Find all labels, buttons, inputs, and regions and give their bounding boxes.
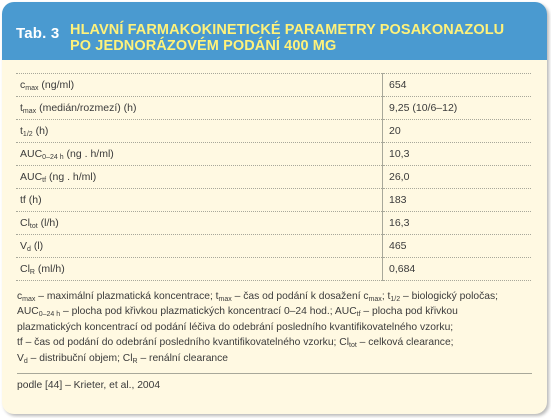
parameter-name: $V_d$ (l) (16, 235, 383, 258)
note-line-4: tf – čas od podání do odebrání posledního kvantifikovatelného vzorku; $Cl_{tot}$ – celková clearance; (17, 337, 454, 350)
parameter-name: $AUC_{tf}$ (ng . h/ml) (16, 166, 383, 189)
table-card (2, 2, 547, 414)
table-row (16, 166, 531, 189)
parameter-name: $t_{1/2}$ (h) (16, 120, 383, 143)
note-line-1: $c_{max}$ – maximální plazmatická koncentrace; $t_{max}$ – čas od podání k dosažení $c_{max}$; $t_{1/2}$ – biologický poločas; (17, 291, 499, 303)
parameter-value: 9,25 (10/6–12) (383, 97, 532, 120)
parameter-value: 16,3 (383, 212, 532, 235)
parameter-name: $AUC_{0-24 h}$ (ng . h/ml) (16, 143, 383, 166)
parameter-name: $Cl_R$ (ml/h) (16, 258, 383, 281)
parameter-value: 26,0 (383, 166, 532, 189)
table-row (16, 74, 531, 97)
table-row (16, 143, 531, 166)
table-row (16, 189, 531, 212)
parameter-value: 654 (383, 74, 532, 97)
parameter-value: 465 (383, 235, 532, 258)
parameter-name: $Cl_{tot}$ (l/h) (16, 212, 383, 235)
parameter-value: 10,3 (383, 143, 532, 166)
table-title: HLAVNÍ FARMAKOKINETICKÉ PARAMETRY POSAKONAZOLU PO JEDNORÁZOVÉM PODÁNÍ 400 MG (70, 22, 505, 54)
abbreviations-note (17, 289, 532, 374)
source-citation: podle [44] – Krieter, et al., 2004 (17, 380, 161, 391)
table-row (16, 120, 531, 143)
parameter-value: 183 (383, 189, 532, 212)
table-header (2, 2, 547, 60)
parameter-value: 0,684 (383, 258, 532, 281)
parameter-name: $c_{max}$ (ng/ml) (16, 74, 383, 97)
parameter-name: tf (h) (16, 189, 383, 212)
parameter-value: 20 (383, 120, 532, 143)
table-row (16, 212, 531, 235)
table-row (16, 235, 531, 258)
note-line-3: plazmatických koncentrací od podání léčiva do odebrání posledního kvantifikovatelného vzorku; (17, 321, 454, 333)
table-row (16, 258, 531, 281)
parameter-name: $t_{max}$ (medián/rozmezí) (h) (16, 97, 383, 120)
table-row (16, 97, 531, 120)
note-line-5: $V_d$ – distribuční objem; $Cl_R$ – renální clearance (17, 352, 229, 365)
note-line-2: $AUC_{0-24 h}$ – plocha pod křivkou plazmatických koncentrací 0–24 hod.; $AUC_{tf}$ – plocha pod křivkou (17, 306, 458, 319)
table-number: Tab. 3 (16, 25, 60, 42)
parameters-table (16, 73, 531, 281)
